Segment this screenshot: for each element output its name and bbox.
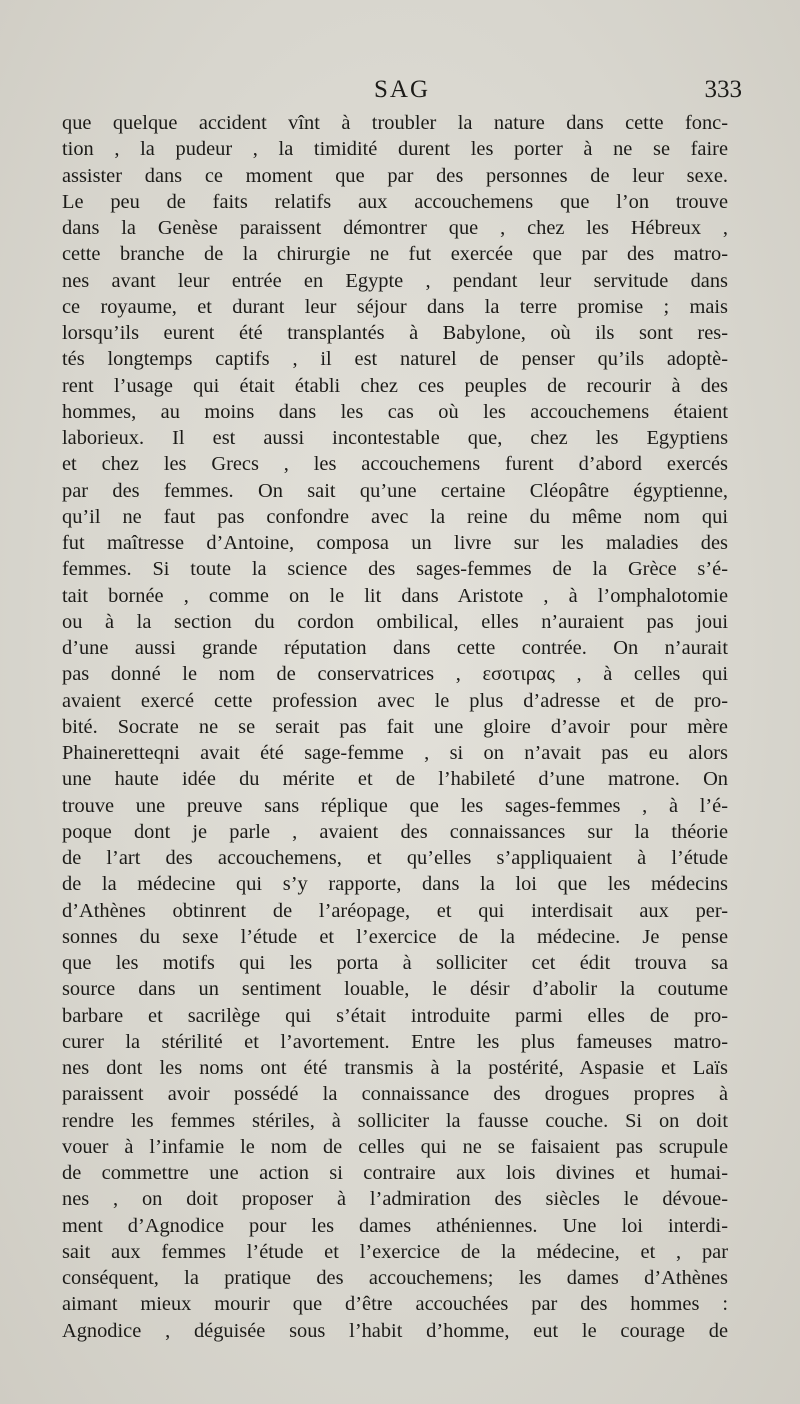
text-line: nes avant leur entrée en Egypte , pendant leur servitude dans [62,269,728,292]
text-line: avaient exercé cette profession avec le plus d’adresse et de pro- [62,689,728,712]
text-line: poque dont je parle , avaient des connaissances sur la théorie [62,820,728,843]
text-line: conséquent, la pratique des accouchemens; les dames d’Athènes [62,1267,728,1289]
text-line: rent l’usage qui était établi chez ces peuples de recourir à des [62,374,728,397]
text-line: trouve une preuve sans réplique que les sages-femmes , à l’é- [62,794,728,817]
text-line: ce royaume, et durant leur séjour dans la terre promise ; mais [62,295,728,318]
text-line: cette branche de la chirurgie ne fut exercée que par des matro- [62,243,728,266]
text-line: tés longtemps captifs , il est naturel de penser qu’ils adoptè- [62,348,728,371]
text-line: tion , la pudeur , la timidité durent les porter à ne se faire [62,138,728,161]
text-line: d’Athènes obtinrent de l’aréopage, et qui interdisait aux per- [62,899,728,922]
text-line: Agnodice , déguisée sous l’habit d’homme, eut le courage de [62,1319,728,1342]
text-line: pas donné le nom de conservatrices , εσοτιρας , à celles qui [62,663,728,686]
text-line: hommes, au moins dans les cas où les accouchemens étaient [62,400,728,423]
text-line: qu’il ne faut pas confondre avec la reine du même nom qui [62,505,728,528]
text-line: nes , on doit proposer à l’admiration des siècles le dévoue- [62,1188,728,1211]
text-line: que les motifs qui les porta à solliciter cet édit trouva sa [62,952,728,974]
text-line: et chez les Grecs , les accouchemens furent d’abord exercés [62,453,728,476]
text-line: source dans un sentiment louable, le désir d’abolir la coutume [62,978,728,1001]
text-line: tait bornée , comme on le lit dans Aristote , à l’omphalotomie [62,584,728,607]
body-text [62,110,728,1344]
text-line: barbare et sacrilège qui s’était introduite parmi elles de pro- [62,1004,728,1027]
text-line: de la médecine qui s’y rapporte, dans la loi que les médecins [62,873,728,896]
text-line: que quelque accident vînt à troubler la nature dans cette fonc- [62,112,728,134]
text-line: femmes. Si toute la science des sages-femmes de la Grèce s’é- [62,558,728,581]
text-line: sonnes du sexe l’étude et l’exercice de la médecine. Je pense [62,925,728,948]
text-line: d’une aussi grande réputation dans cette contrée. On n’aurait [62,637,728,659]
text-line: dans la Genèse paraissent démontrer que , chez les Hébreux , [62,217,728,239]
text-line: nes dont les noms ont été transmis à la postérité, Aspasie et Laïs [62,1057,728,1079]
text-line: lorsqu’ils eurent été transplantés à Babylone, où ils sont res- [62,322,728,344]
text-line: Phaineretteqni avait été sage-femme , si on n’avait pas eu alors [62,742,728,764]
text-line: fut maîtresse d’Antoine, composa un livre sur les maladies des [62,532,728,554]
text-line: bité. Socrate ne se serait pas fait une gloire d’avoir pour mère [62,715,728,738]
text-line: paraissent avoir possédé la connaissance des drogues propres à [62,1083,728,1106]
page-number: 333 [704,76,742,103]
text-line: Le peu de faits relatifs aux accouchemens que l’on trouve [62,190,728,213]
text-line: assister dans ce moment que par des personnes de leur sexe. [62,164,728,187]
text-line: aimant mieux mourir que d’être accouchées par des hommes : [62,1293,728,1316]
text-line: ment d’Agnodice pour les dames athéniennes. Une loi interdi- [62,1214,728,1237]
running-title: SAG [373,76,430,103]
text-line: laborieux. Il est aussi incontestable que, chez les Egyptiens [62,427,728,449]
text-line: ou à la section du cordon ombilical, elles n’auraient pas joui [62,610,728,633]
text-line: vouer à l’infamie le nom de celles qui ne se faisaient pas scrupule [62,1135,728,1158]
text-line: sait aux femmes l’étude et l’exercice de la médecine, et , par [62,1240,728,1263]
text-line: rendre les femmes stériles, à solliciter la fausse couche. Si on doit [62,1109,728,1132]
text-line: de commettre une action si contraire aux lois divines et humai- [62,1162,728,1184]
text-line: une haute idée du mérite et de l’habileté d’une matrone. On [62,768,728,791]
text-line: par des femmes. On sait qu’une certaine Cléopâtre égyptienne, [62,479,728,502]
running-head [62,76,742,106]
text-line: de l’art des accouchemens, et qu’elles s’appliquaient à l’étude [62,847,728,869]
text-line: curer la stérilité et l’avortement. Entre les plus fameuses matro- [62,1030,728,1053]
